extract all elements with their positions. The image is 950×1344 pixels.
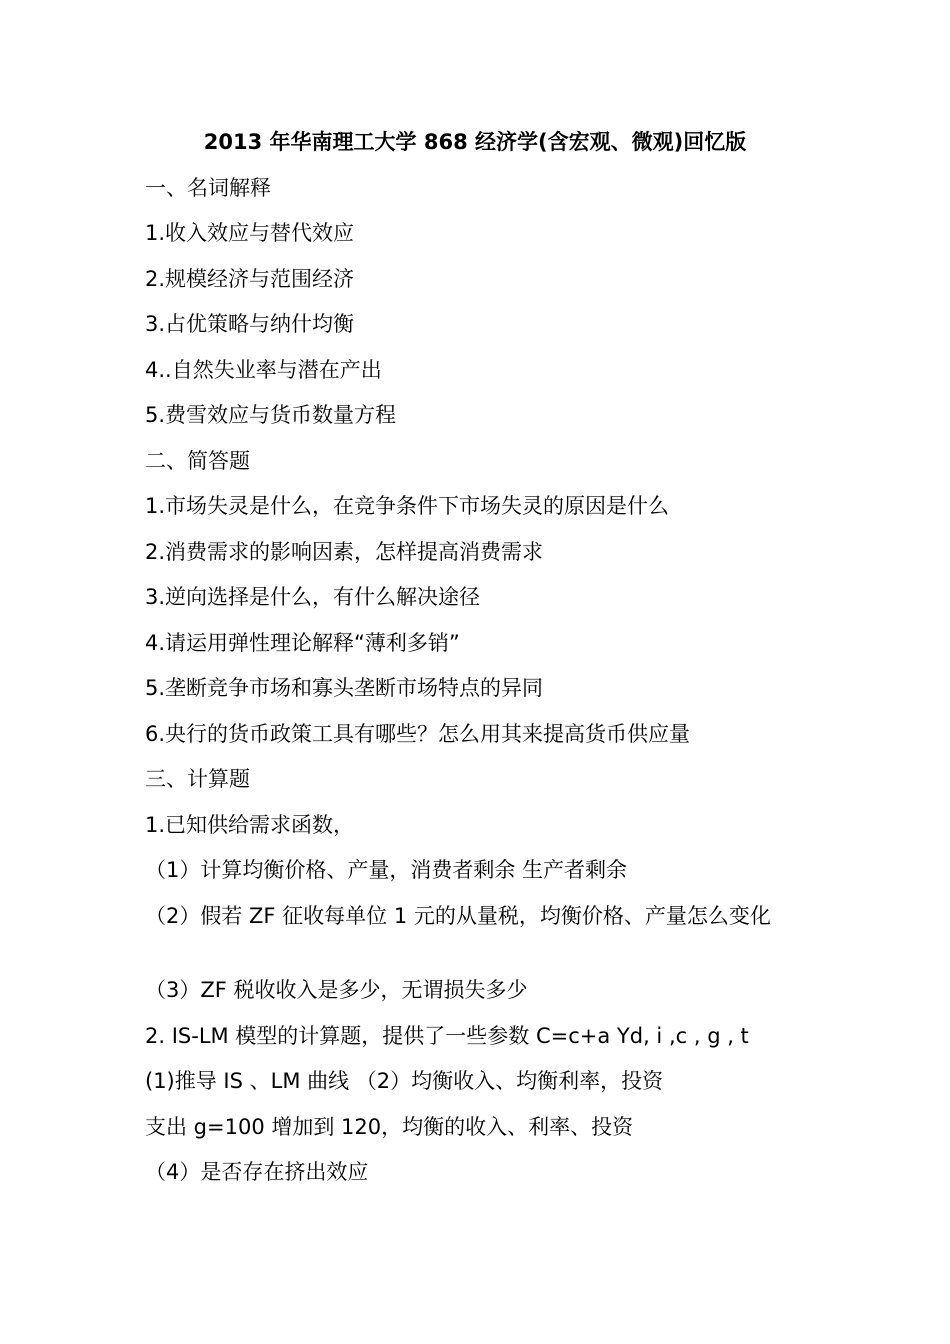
list-item: 1.市场失灵是什么，在竞争条件下市场失灵的原因是什么	[145, 494, 670, 518]
list-item: 3.逆向选择是什么，有什么解决途径	[145, 585, 481, 609]
list-item: （4）是否存在挤出效应	[145, 1160, 369, 1184]
list-item: 4..自然失业率与潜在产出	[145, 358, 382, 382]
list-item: 1.收入效应与替代效应	[145, 221, 355, 245]
list-item: （1）计算均衡价格、产量，消费者剩余 生产者剩余	[145, 858, 628, 882]
list-item: 2. IS-LM 模型的计算题，提供了一些参数 C=c+a Yd, i ,c , g , t	[145, 1024, 749, 1048]
section-heading-short-answer: 二、简答题	[145, 449, 250, 473]
list-item: 3.占优策略与纳什均衡	[145, 312, 355, 336]
list-item: 5.费雪效应与货币数量方程	[145, 403, 397, 427]
document-title: 2013 年华南理工大学 868 经济学(含宏观、微观)回忆版	[203, 130, 747, 154]
list-item: 支出 g=100 增加到 120，均衡的收入、利率、投资	[145, 1115, 634, 1139]
list-item: 2.规模经济与范围经济	[145, 267, 355, 291]
list-item: （2）假若 ZF 征收每单位 1 元的从量税，均衡价格、产量怎么变化	[145, 904, 771, 928]
section-heading-terms: 一、名词解释	[145, 176, 271, 200]
list-item: 4.请运用弹性理论解释“薄利多销”	[145, 631, 460, 655]
list-item: 5.垄断竞争市场和寡头垄断市场特点的异同	[145, 676, 544, 700]
list-item: 1.已知供给需求函数，	[145, 813, 355, 837]
section-heading-calculation: 三、计算题	[145, 767, 250, 791]
list-item: （3）ZF 税收收入是多少，无谓损失多少	[145, 978, 528, 1002]
list-item: 2.消费需求的影响因素，怎样提高消费需求	[145, 540, 544, 564]
list-item: (1)推导 IS 、LM 曲线 （2）均衡收入、均衡利率，投资	[145, 1069, 664, 1093]
list-item: 6.央行的货币政策工具有哪些？怎么用其来提高货币供应量	[145, 722, 691, 746]
